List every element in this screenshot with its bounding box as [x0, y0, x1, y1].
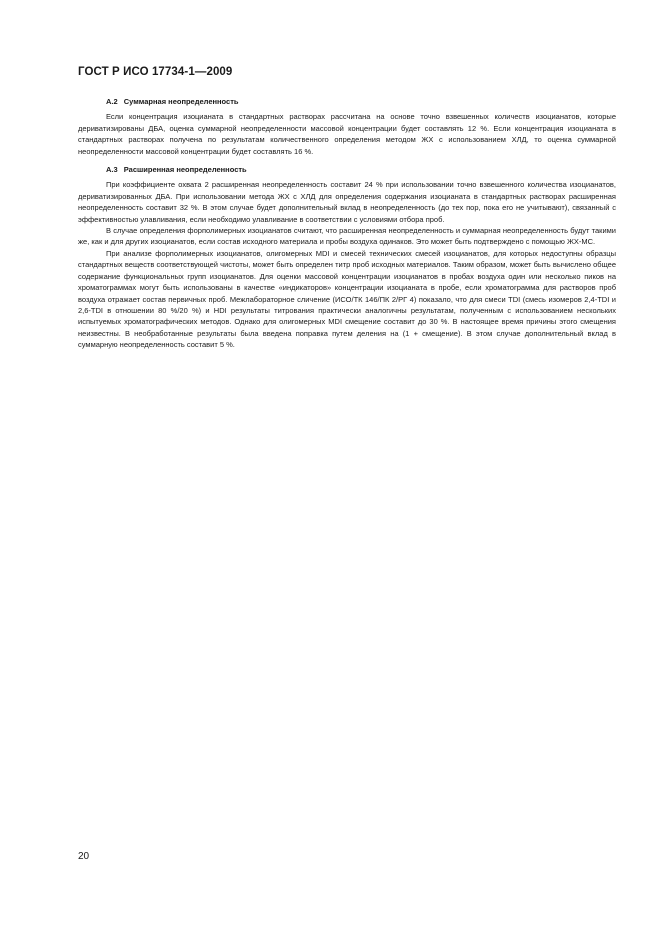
paragraph: При анализе форполимерных изоцианатов, олигомерных MDI и смесей технических смесей изоцианатов, для которых недоступны образцы стандартных веществ соответствующей чистоты, может быть определен титр проб исходных материалов. Таким образом, может быть вычислено общее содержание функциональных групп изоцианатов. Для оценки массовой концентрации изоцианатов в пробах воздуха один или несколько пиков на хроматограммах могут быть использованы в качестве «индикаторов» концентрации изоцианата в пробе, если хроматограмма для растворов проб воздуха отражает состав первичных проб. Межлабораторное сличение (ИСО/ТК 146/ПК 2/РГ 4) показало, что для смеси TDI (смесь изомеров 2,4-TDI и 2,6-TDI в отношении 80 %/20 %) и HDI результаты титрования практически аналогичны результатам, полученным с использованием нескольких испытуемых хроматографических методов. Однако для олигомерных MDI смещение составит до 30 %. В настоящее время причины этого смещения неизвестны. В необработанные результаты была введена поправка путем деления на (1 + смещение). В этом случае дополнительный вклад в суммарную неопределенность составит 5 %. — [78, 248, 616, 350]
paragraph: При коэффициенте охвата 2 расширенная неопределенность составит 24 % при использовании точно взвешенного количества изоцианатов, дериватизированных ДБА. При использовании метода ЖХ с ХЛД для определения содержания изоцианата в стандартных растворах расширенная неопределенность составит 32 %. В этом случае будет дополнительный вклад в неопределенность (до тех пор, пока его не учитывают), связанный с эффективностью улавливания, если необходимо улавливание в соответствии с условиями отбора проб. — [78, 180, 616, 224]
section-a2 — [78, 96, 616, 157]
page-number: 20 — [78, 851, 90, 862]
section-number: А.3 — [106, 165, 118, 175]
document-body — [78, 96, 616, 351]
section-number: А.2 — [106, 97, 118, 106]
paragraph: Если концентрация изоцианата в стандартных растворах рассчитана на основе точно взвешенных количеств изоцианатов, которые дериватизированы ДБА, оценка суммарной неопределенности массовой концентрации будет составлять 12 %. Если концентрация изоцианата в стандартных растворах получена по результатам количественного определения методом ЖХ с использованием ХЛД, то оценка суммарной неопределенности массовой концентрации будет составлять 16 %. — [78, 112, 616, 156]
section-a3 — [78, 164, 616, 351]
section-heading — [78, 164, 616, 175]
section-title: Расширенная неопределенность — [123, 165, 247, 175]
section-title: Суммарная неопределенность — [123, 97, 239, 106]
section-heading — [78, 96, 616, 107]
document-header: ГОСТ Р ИСО 17734-1—2009 — [78, 66, 233, 78]
paragraph: В случае определения форполимерных изоцианатов считают, что расширенная неопределенность и суммарная неопределенность будут такими же, как и для других изоцианатов, если состав исходного материала и пробы воздуха одинаков. Это может быть подтверждено с помощью ЖХ-МС. — [78, 226, 616, 247]
